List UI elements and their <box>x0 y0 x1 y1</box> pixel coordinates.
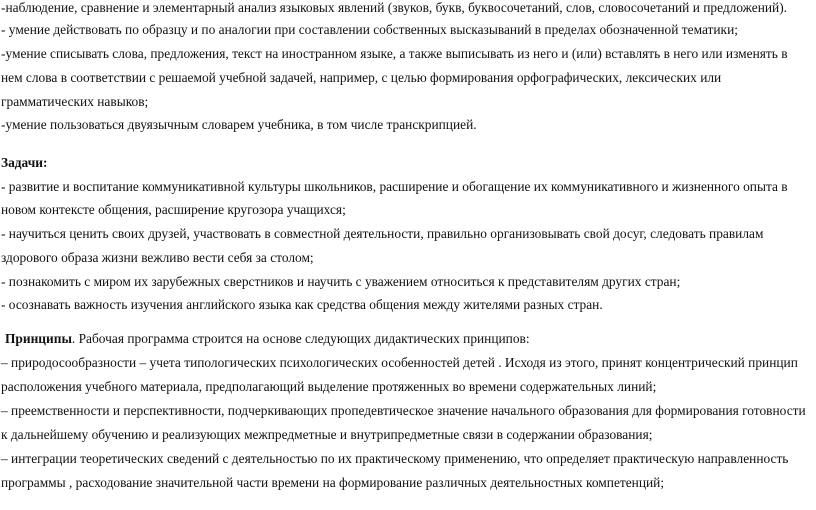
tasks-line-1: - развитие и воспитание коммуникативной культуры школьников, расширение и обогащение их коммуникативного и жизненного опыта в <box>1 179 788 194</box>
tasks-line-3: - научиться ценить своих друзей, участвовать в совместной деятельности, правильно организовывать свой досуг, следовать правилам <box>1 226 764 241</box>
principles-line-1: – природосообразности – учета типологических психологических особенностей детей . Исходя из этого, принят концентрический принцип <box>1 355 798 370</box>
principles-intro: . Рабочая программа строится на основе следующих дидактических принципов: <box>71 331 530 346</box>
principles-line-4: к дальнейшему обучению и реализующих межпредметные и внутрипредметные связи в содержании образования; <box>1 427 653 442</box>
tasks-heading: Задачи: <box>1 155 48 170</box>
principles-line-2: расположения учебного материала, предполагающий выделение протяженных во времени содержательных линий; <box>1 379 657 394</box>
principles-line-5: – интеграции теоретических сведений с деятельностью по их практическому применению, что определяет практическую направленность <box>1 451 789 466</box>
skills-line-5: грамматических навыков; <box>1 94 149 109</box>
tasks-line-6: - осознавать важность изучения английского языка как средства общения между жителями разных стран. <box>1 297 603 312</box>
principles-line-6: программы , расходование значительной части времени на формирование различных деятельностных компетенций; <box>1 475 665 490</box>
tasks-line-4: здорового образа жизни вежливо вести себя за столом; <box>1 250 314 265</box>
principles-intro-line <box>5 331 530 347</box>
tasks-line-5: - познакомить с миром их зарубежных сверстников и научить с уважением относиться к представителям других стран; <box>1 274 681 289</box>
skills-line-6: -умение пользоваться двуязычным словарем учебника, в том числе транскрипцией. <box>1 117 477 132</box>
skills-line-4: нем слова в соответствии с решаемой учебной задачей, например, с целью формирования орфографических, лексических или <box>1 70 722 85</box>
tasks-line-2: новом контексте общения, расширение кругозора учащихся; <box>1 202 346 217</box>
skills-line-1: -наблюдение, сравнение и элементарный анализ языковых явлений (звуков, букв, буквосочетаний, слов, словосочетаний и предложений). <box>1 0 788 15</box>
skills-line-2: - умение действовать по образцу и по аналогии при составлении собственных высказываний в пределах обозначенной тематики; <box>1 22 738 37</box>
principles-line-3: – преемственности и перспективности, подчеркивающих пропедевтическое значение начального образования для формирования готовности <box>1 403 806 418</box>
principles-heading: Принципы <box>5 331 72 346</box>
skills-line-3: -умение списывать слова, предложения, текст на иностранном языке, а также выписывать из него и (или) вставлять в него или изменять в <box>1 46 788 61</box>
